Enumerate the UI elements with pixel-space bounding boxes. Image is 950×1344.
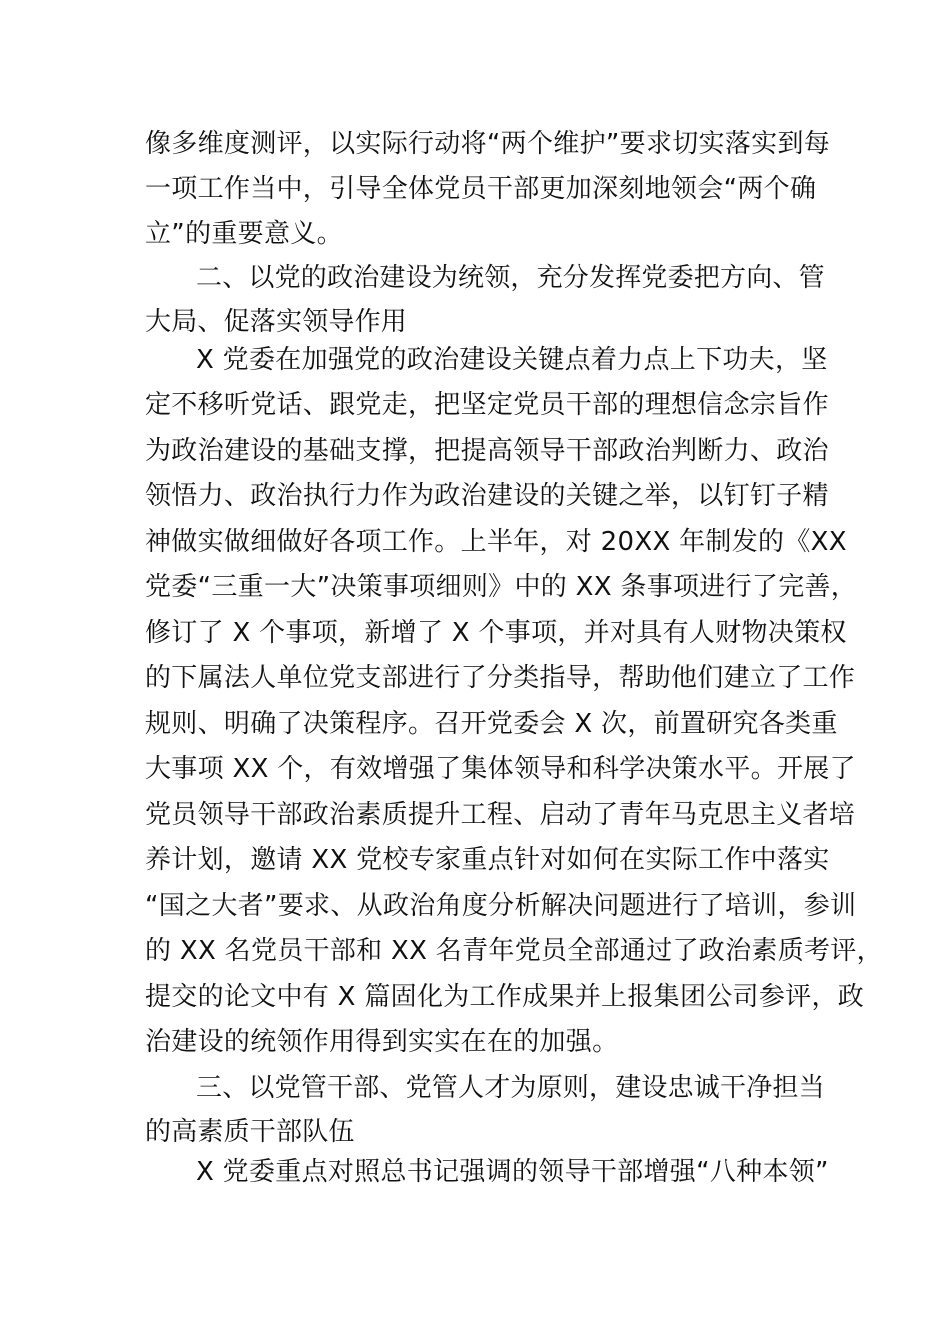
- paragraph-line: 规则、明确了决策程序。召开党委会 X 次，前置研究各类重: [145, 709, 838, 739]
- paragraph-line: 的 XX 名党员干部和 XX 名青年党员全部通过了政治素质考评，: [145, 936, 883, 966]
- paragraph-line: X 党委在加强党的政治建设关键点着力点上下功夫，坚: [196, 345, 828, 375]
- paragraph-line: 治建设的统领作用得到实实在在的加强。: [145, 1027, 619, 1057]
- section-heading-line: 的高素质干部队伍: [145, 1117, 355, 1147]
- paragraph-line: 立”的重要意义。: [145, 219, 343, 249]
- paragraph-line: 为政治建设的基础支撑，把提高领导干部政治判断力、政治: [145, 436, 829, 466]
- paragraph-line: 党委“三重一大”决策事项细则》中的 XX 条事项进行了完善，: [145, 572, 858, 602]
- paragraph-line: 神做实做细做好各项工作。上半年，对 20XX 年制发的《XX: [145, 527, 847, 557]
- paragraph-line: “国之大者”要求、从政治角度分析解决问题进行了培训，参训: [145, 891, 857, 921]
- paragraph-line: 领悟力、政治执行力作为政治建设的关键之举，以钉钉子精: [145, 481, 829, 511]
- paragraph-line: 养计划，邀请 XX 党校专家重点针对如何在实际工作中落实: [145, 845, 830, 875]
- paragraph-line: 提交的论文中有 X 篇固化为工作成果并上报集团公司参评，政: [145, 982, 865, 1012]
- paragraph-line: 修订了 X 个事项，新增了 X 个事项，并对具有人财物决策权: [145, 618, 847, 648]
- paragraph-line: 党员领导干部政治素质提升工程、启动了青年马克思主义者培: [145, 800, 856, 830]
- paragraph-line: 的下属法人单位党支部进行了分类指导，帮助他们建立了工作: [145, 663, 856, 693]
- section-heading-line: 三、以党管干部、党管人才为原则，建设忠诚干净担当: [196, 1073, 825, 1103]
- paragraph-line: 大事项 XX 个，有效增强了集体领导和科学决策水平。开展了: [145, 754, 856, 784]
- paragraph-line: X 党委重点对照总书记强调的领导干部增强“八种本领”: [196, 1157, 829, 1187]
- section-heading-line: 大局、促落实领导作用: [145, 307, 408, 337]
- paragraph-line: 像多维度测评，以实际行动将“两个维护”要求切实落实到每: [145, 129, 831, 159]
- section-heading-line: 二、以党的政治建设为统领，充分发挥党委把方向、管: [196, 263, 825, 293]
- paragraph-line: 一项工作当中，引导全体党员干部更加深刻地领会“两个确: [145, 174, 817, 204]
- paragraph-line: 定不移听党话、跟党走，把坚定党员干部的理想信念宗旨作: [145, 390, 829, 420]
